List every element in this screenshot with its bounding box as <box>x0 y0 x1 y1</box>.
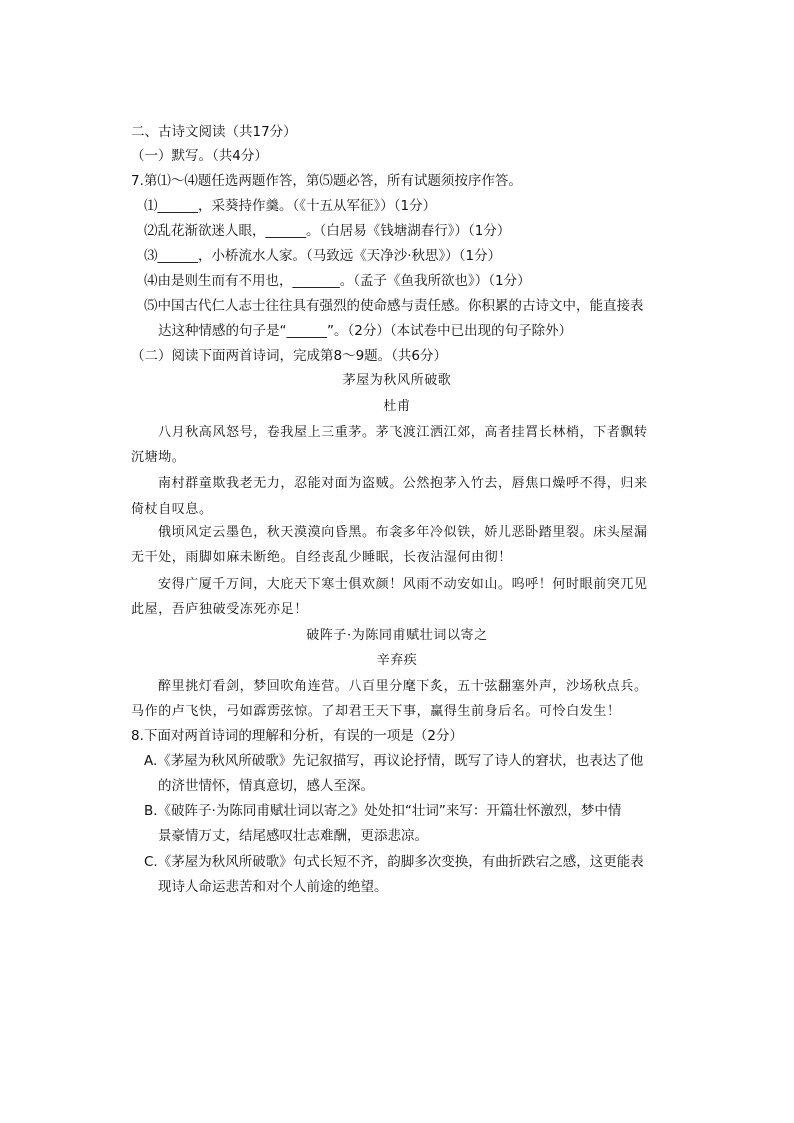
poem1-line: 南村群童欺我老无力，忍能对面为盗贼。公然抱茅入竹去，唇焦口燥呼不得，归来 <box>158 476 648 491</box>
poem1-line: 沉塘坳。 <box>131 450 186 465</box>
section-heading: 二、古诗文阅读（共17分） <box>131 124 297 140</box>
part2-heading: （二）阅读下面两首诗词，完成第8～9题。（共6分） <box>131 348 448 364</box>
poem1-line: 安得广厦千万间，大庇天下寒士俱欢颜！风雨不动安如山。呜呼！何时眼前突兀见 <box>158 577 648 592</box>
q8-option-b-cont: 景豪情万丈，结尾感叹壮志难酬，更添悲凉。 <box>158 828 428 844</box>
poem1-title: 茅屋为秋风所破歌 <box>342 373 452 388</box>
q8-stem: 8.下面对两首诗词的理解和分析，有误的一项是（2分） <box>131 728 463 744</box>
q8-option-a: A.《茅屋为秋风所破歌》先记叙描写，再议论抒情，既写了诗人的窘状，也表达了他 <box>144 753 644 769</box>
q7-instruction: 7.第⑴～⑷题任选两题作答，第⑸题必答，所有试题须按序作答。 <box>131 173 522 189</box>
part1-heading: （一）默写。（共4分） <box>131 148 268 164</box>
q7-item-4: ⑷由是则生而有不用也，_______。（孟子《鱼我所欲也》）（1分） <box>144 273 531 289</box>
q8-option-c: C.《茅屋为秋风所破歌》句式长短不齐，韵脚多次变换，有曲折跌宕之感，这更能表 <box>144 854 644 870</box>
poem1-line: 倚杖自叹息。 <box>131 502 213 517</box>
poem1-line: 八月秋高风怒号，卷我屋上三重茅。茅飞渡江洒江郊，高者挂罥长林梢，下者飘转 <box>158 425 648 440</box>
q7-item-1: ⑴______，采葵持作羹。（《十五从军征》）（1分） <box>144 198 437 214</box>
q8-option-c-cont: 现诗人命运悲苦和对个人前途的绝望。 <box>158 879 388 895</box>
q8-option-a-cont: 的济世情怀，情真意切，感人至深。 <box>158 778 374 794</box>
q7-item-5-cont: 达这种情感的句子是“______”。（2分）（本试卷中已出现的句子除外） <box>158 323 573 339</box>
q7-item-5: ⑸中国古代仁人志士往往具有强烈的使命感与责任感。你积累的古诗文中，能直接表 <box>144 298 644 314</box>
poem1-line: 无干处，雨脚如麻未断绝。自经丧乱少睡眠，长夜沾湿何由彻！ <box>131 550 512 565</box>
poem1-line: 此屋，吾庐独破受冻死亦足！ <box>131 602 308 617</box>
poem2-title: 破阵子·为陈同甫赋壮词以寄之 <box>306 628 488 643</box>
q7-item-2: ⑵乱花渐欲迷人眼，______。（白居易《钱塘湖春行》）（1分） <box>144 223 511 239</box>
poem2-line: 醉里挑灯看剑，梦回吹角连营。八百里分麾下炙，五十弦翻塞外声，沙场秋点兵。 <box>158 679 648 694</box>
poem1-line: 俄顷风定云墨色，秋天漠漠向昏黑。布衾多年冷似铁，娇儿恶卧踏里裂。床头屋漏 <box>158 525 648 540</box>
poem1-author: 杜甫 <box>383 399 411 414</box>
q7-item-3: ⑶______，小桥流水人家。（马致远《天净沙·秋思》）（1分） <box>144 248 502 264</box>
poem2-line: 马作的卢飞快，弓如霹雳弦惊。了却君王天下事，赢得生前身后名。可怜白发生！ <box>131 704 621 719</box>
q8-option-b: B.《破阵子·为陈同甫赋壮词以寄之》处处扣“壮词”来写：开篇壮怀激烈，梦中情 <box>144 803 622 819</box>
poem2-author: 辛弃疾 <box>376 653 418 668</box>
